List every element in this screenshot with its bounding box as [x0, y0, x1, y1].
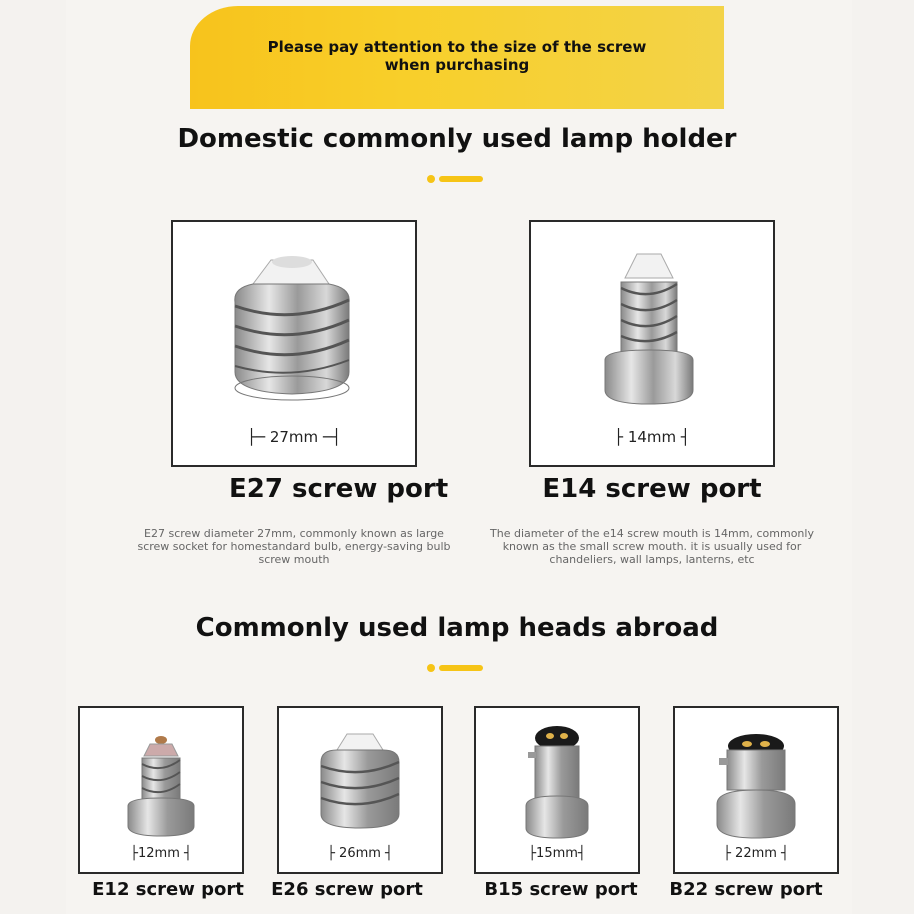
b22-dimension-label: ├ 22mm ┤	[723, 846, 789, 861]
e27-image-frame	[171, 220, 417, 467]
e26-dimension-label: ├ 26mm ┤	[327, 846, 393, 861]
e14-port-title: E14 screw port	[542, 474, 762, 504]
e14-dimension-label: ├ 14mm ┤	[614, 428, 690, 446]
domestic-divider	[411, 166, 503, 192]
divider-dot	[427, 664, 435, 672]
divider-bar	[439, 665, 483, 671]
e12-image-frame	[78, 706, 244, 874]
b22-image-frame	[673, 706, 839, 874]
divider-bar	[439, 176, 483, 182]
e26-image-frame	[277, 706, 443, 874]
b15-image-frame	[474, 706, 640, 874]
notice-banner	[190, 6, 724, 109]
domestic-section-title: Domestic commonly used lamp holder	[177, 124, 737, 154]
e26-port-title: E26 screw port	[271, 879, 423, 900]
abroad-section-title: Commonly used lamp heads abroad	[195, 613, 719, 643]
e27-port-title: E27 screw port	[229, 474, 449, 504]
e12-port-title: E12 screw port	[92, 879, 244, 900]
b15-dimension-label: ├15mm┤	[528, 846, 586, 861]
e12-dimension-label: ├12mm ┤	[130, 846, 192, 861]
banner-text: Please pay attention to the size of the screw when purchasing	[267, 38, 647, 74]
divider-dot	[427, 175, 435, 183]
e14-image-frame	[529, 220, 775, 467]
e27-dimension-label: ├─ 27mm ─┤	[247, 428, 341, 446]
b22-port-title: B22 screw port	[669, 879, 823, 900]
b15-port-title: B15 screw port	[484, 879, 638, 900]
e14-description: The diameter of the e14 screw mouth is 14mm, commonly known as the small screw mouth. it is usually used for chandeliers, wall lamps, lanterns, etc	[490, 527, 814, 566]
e27-description: E27 screw diameter 27mm, commonly known as large screw socket for homestandard bulb, energy-saving bulb screw mouth	[137, 527, 451, 566]
abroad-divider	[411, 655, 503, 681]
